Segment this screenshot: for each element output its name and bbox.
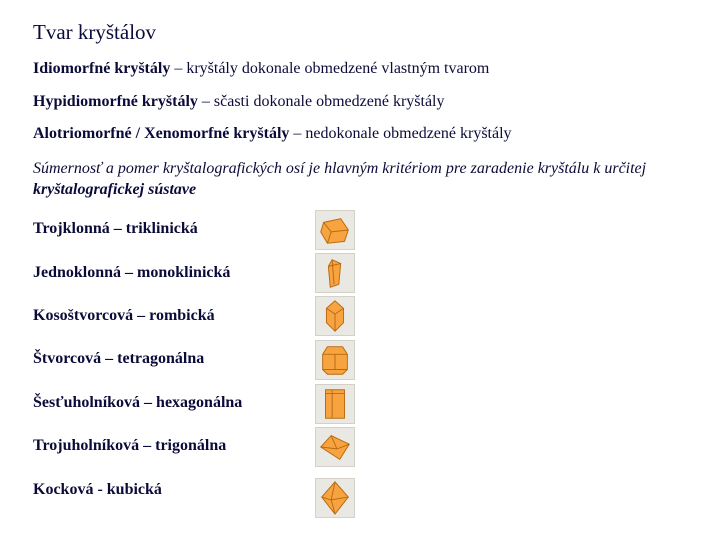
definition-idiomorphic bbox=[33, 60, 489, 78]
system-label-orthorhombic: Kosoštvorcová – rombická bbox=[33, 307, 215, 324]
system-label-hexagonal: Šesťuholníková – hexagonálna bbox=[33, 394, 243, 411]
system-label-trigonal: Trojuholníková – trigonálna bbox=[33, 437, 227, 454]
definition-term: Idiomorfné kryštály bbox=[33, 60, 171, 77]
definition-hypidiomorphic bbox=[33, 93, 444, 111]
symmetry-note bbox=[33, 158, 673, 200]
note-text: Súmernosť a pomer kryštalografických osí je hlavným kritériom pre zaradenie kryštálu k určitej bbox=[33, 160, 647, 177]
hexagonal-crystal-icon bbox=[315, 384, 355, 424]
system-label-monoclinic: Jednoklonná – monoklinická bbox=[33, 264, 231, 281]
cubic-crystal-icon bbox=[315, 478, 355, 518]
definition-term: Hypidiomorfné kryštály bbox=[33, 93, 198, 110]
system-label-tetragonal: Štvorcová – tetragonálna bbox=[33, 350, 205, 367]
definition-text: – nedokonale obmedzené kryštály bbox=[289, 125, 512, 142]
definition-text: – kryštály dokonale obmedzené vlastným tvarom bbox=[170, 60, 490, 77]
definition-text: – sčasti dokonale obmedzené kryštály bbox=[197, 93, 445, 110]
system-label-cubic: Kocková - kubická bbox=[33, 481, 162, 498]
triclinic-crystal-icon bbox=[315, 210, 355, 250]
slide-title: Tvar kryštálov bbox=[33, 20, 157, 44]
orthorhombic-crystal-icon bbox=[315, 296, 355, 336]
trigonal-crystal-icon bbox=[315, 427, 355, 467]
tetragonal-crystal-icon bbox=[315, 340, 355, 380]
note-emphasis: kryštalografickej sústave bbox=[33, 181, 197, 198]
definition-allotriomorphic bbox=[33, 125, 512, 143]
system-label-triclinic: Trojklonná – triklinická bbox=[33, 220, 198, 237]
monoclinic-crystal-icon bbox=[315, 253, 355, 293]
definition-term: Alotriomorfné / Xenomorfné kryštály bbox=[33, 125, 290, 142]
